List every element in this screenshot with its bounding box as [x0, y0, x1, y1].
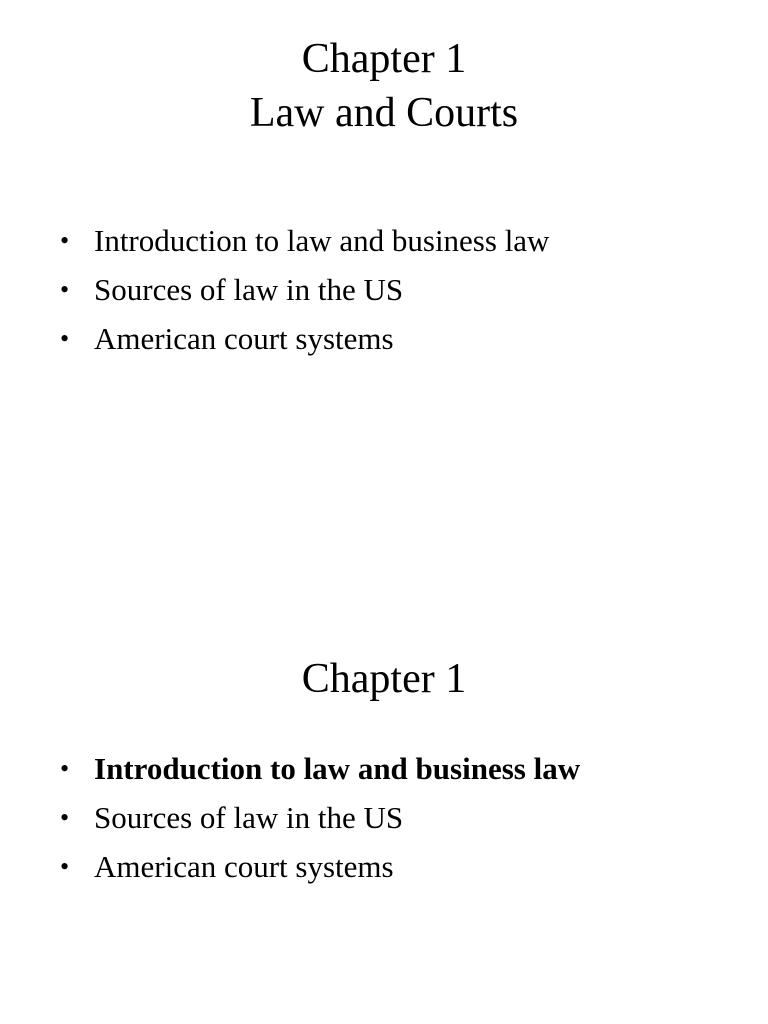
slide-1-bullet-item: [60, 318, 549, 367]
bullet-icon: •: [60, 275, 70, 304]
slide-2-title: [0, 652, 768, 706]
slide-2-bullet-item: [60, 846, 580, 895]
slide-2-title-line: Chapter 1: [301, 656, 467, 702]
slide-2-bullet-text-1: Introduction to law and business law: [94, 751, 581, 786]
bullet-icon: •: [60, 324, 70, 353]
bullet-icon: •: [60, 852, 70, 881]
slide-2-bullet-text-3: American court systems: [94, 849, 394, 884]
slide-1-bullet-item: [60, 220, 549, 269]
slide-1-bullet-list: [60, 220, 549, 367]
bullet-icon: •: [60, 754, 70, 783]
slide-1-title-line-2: Law and Courts: [249, 90, 519, 136]
slide-1-title-line-1: Chapter 1: [301, 36, 467, 82]
slide-1-bullet-text-2: Sources of law in the US: [94, 272, 404, 307]
slide-1-title: [0, 32, 768, 140]
slide-2-bullet-text-2: Sources of law in the US: [94, 800, 404, 835]
slide-2-bullet-item: [60, 797, 580, 846]
bullet-icon: •: [60, 226, 70, 255]
slide-2: [0, 512, 768, 1024]
slide-1-bullet-item: [60, 269, 549, 318]
slide-1-bullet-text-1: Introduction to law and business law: [94, 223, 550, 258]
slide-2-bullet-list: [60, 748, 580, 895]
slide-1-bullet-text-3: American court systems: [94, 321, 394, 356]
slide-2-bullet-item: [60, 748, 580, 797]
bullet-icon: •: [60, 803, 70, 832]
